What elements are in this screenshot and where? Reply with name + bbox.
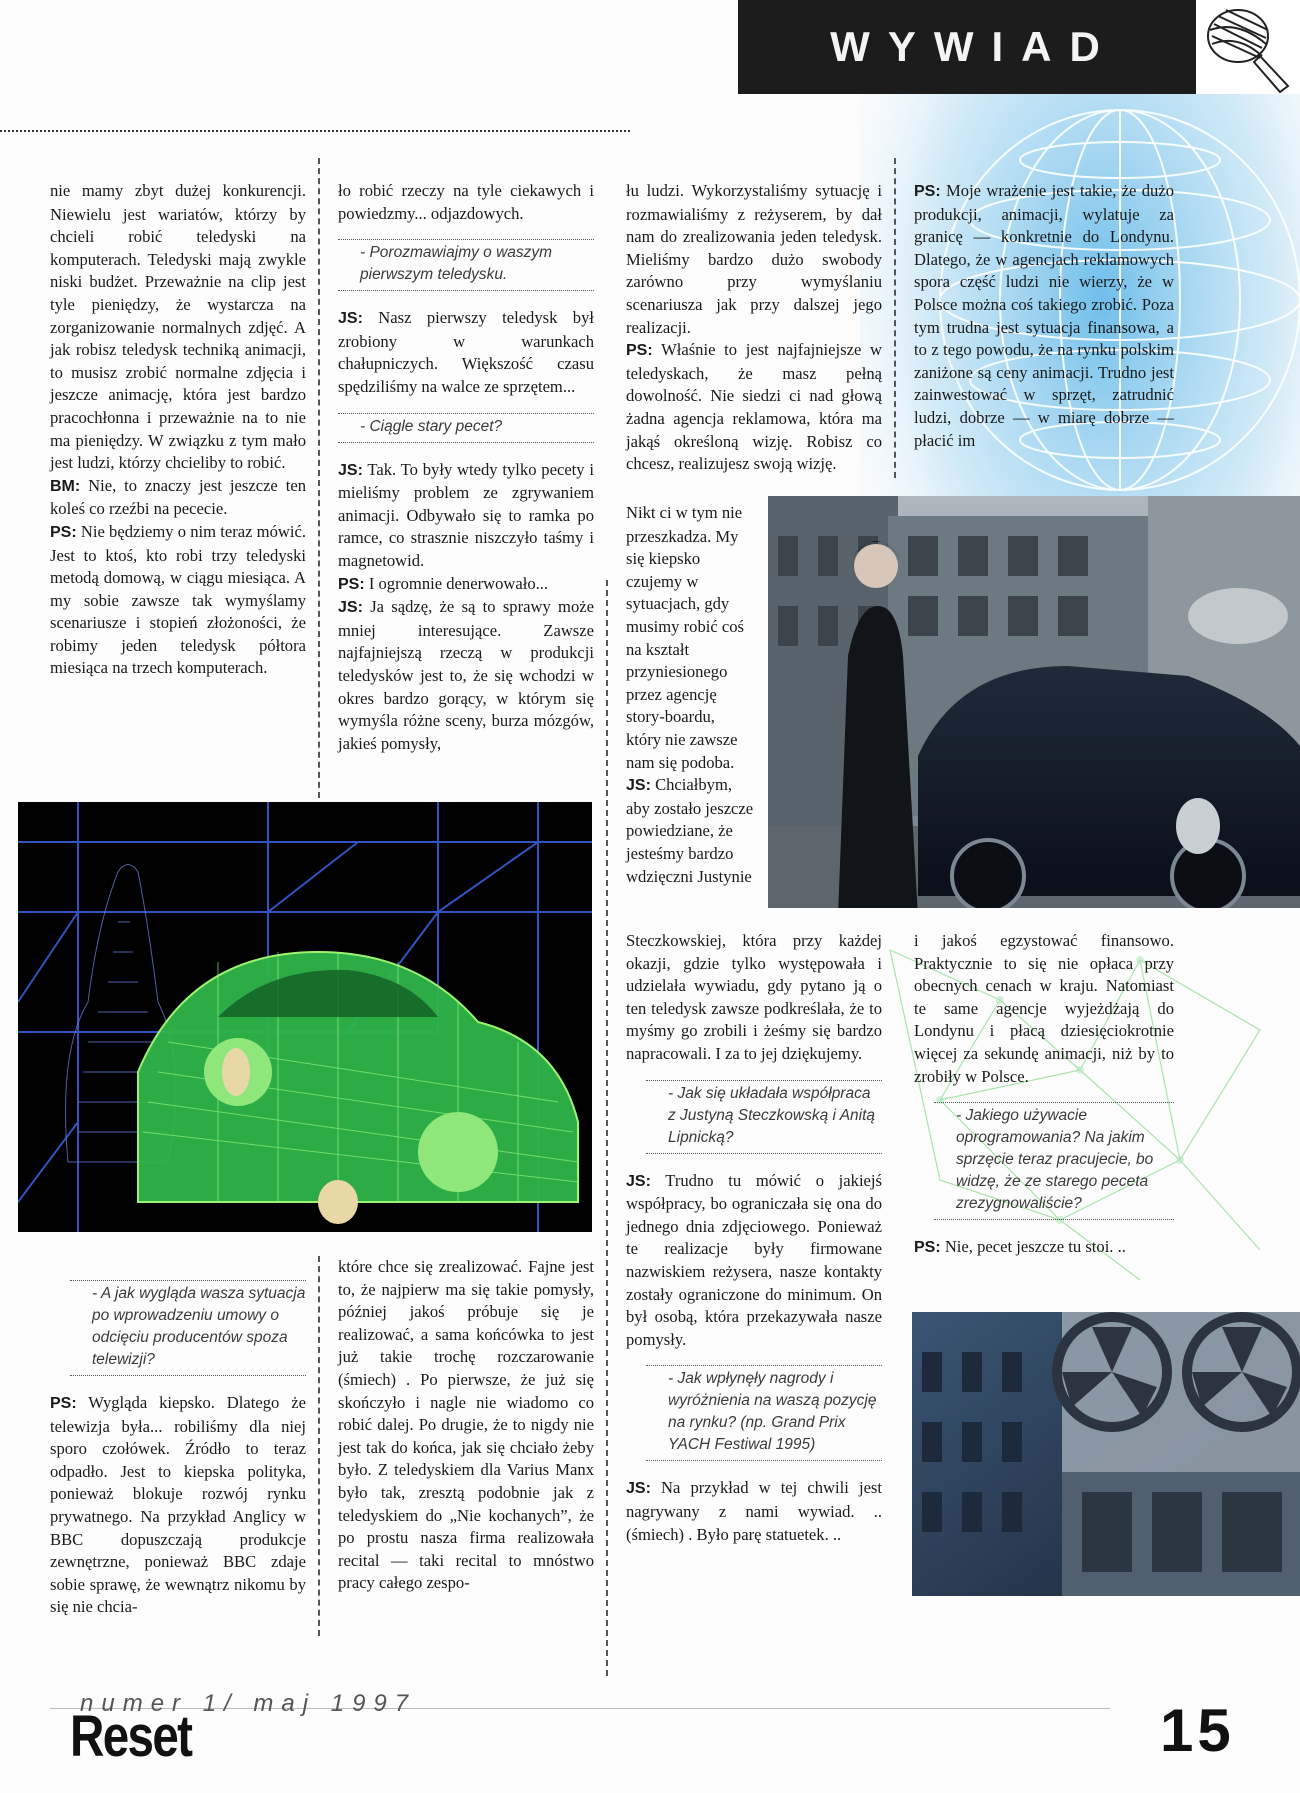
column-2-bottom: [338, 1256, 594, 1595]
column-divider: [318, 1256, 320, 1636]
page-number: 15: [1160, 1697, 1235, 1764]
interview-question: - Porozmawiajmy o waszym pierwszym teledysku.: [338, 239, 594, 291]
column-2-top: [338, 180, 594, 755]
column-divider: [894, 158, 896, 478]
issue-date: numer 1/ maj 1997: [80, 1690, 417, 1717]
paragraph: Nikt ci w tym nie przeszkadza. My się kiepsko czujemy w sytuacjach, gdy musimy robić coś na kształt przyniesionego przez agencję story-boardu, który nie zawsze nam się podoba.: [626, 503, 744, 772]
paragraph: które chce się zrealizować. Fajne jest to, że najpierw ma się takie pomysły, później jakoś próbuje się je realizować, a sama końcówka to jest już takie trochę rozczarowanie (śmiech) . Po pierwsze, że już się skończyło i nagle nie wiadomo co robić dalej. Po drugie, że to nigdy nie jest tak do końca, jak się chciało żeby było. Z teledyskiem dla Varius Manx było tak, zresztą podobnie jak z teledyskiem do „Nie kochanych”, że po prostu nasza firma realizowała recital — taki recital to mnóstwo pracy całego zespo-: [338, 1257, 594, 1593]
column-3-middle: [626, 930, 882, 1546]
paragraph: PS: Wygląda kiepsko. Dlatego że telewizja była... robiliśmy dla niej sporo czołówek. Źródło to teraz odpadło. Jest to kiepska polityka, ponieważ blokuje rozwój rynku prywatnego. Na przykład Anglicy w BBC dopuszczają produkcje zewnętrzne, ponieważ BBC zdaje sobie sprawę, że wewnątrz nikomu by się nie chcia-: [50, 1393, 306, 1617]
paragraph: JS: Trudno tu mówić o jakiejś współpracy, bo ograniczała się ona do jednego dnia zdjęciowego. Ponieważ te realizacje były firmowane nazwiskiem reżysera, nasze kontakty zostały ograniczone do minimum. On był osobą, która przekazywała nasze pomysły.: [626, 1170, 882, 1349]
paragraph: JS: Tak. To były wtedy tylko pecety i mieliśmy problem ze zgrywaniem animacji. Odbywało się to ramka po ramce, co strasznie niszczyło taśmy i magnetowid.: [338, 459, 594, 570]
interview-question: - Ciągle stary pecet?: [338, 413, 594, 443]
paragraph: Steczkowskiej, która przy każdej okazji, gdzie tylko występowała i udzielała wywiadu, gdy pytano ją o ten teledysk zawsze podkreślała, że to myśmy go zrobili i żeśmy się bardzo napracowali. I za to jej dziękujemy.: [626, 931, 882, 1063]
paragraph: JS: Na przykład w tej chwili jest nagrywany z nami wywiad. .. (śmiech) . Było parę statuetek. ..: [626, 1478, 883, 1544]
microphone-icon: [1196, 0, 1300, 94]
paragraph: BM: Nie, to znaczy jest jeszcze ten koleś co rzeźbi na pececie.: [50, 475, 306, 519]
paragraph: łu ludzi. Wykorzystaliśmy sytuację i rozmawialiśmy z reżyserem, by dał nam do zrealizowania jeden teledysk. Mieliśmy bardzo dużo swobody zarówno przy wymyślaniu scenariusza jak przy dalszej jego realizacji.: [626, 181, 882, 337]
photo-woman-vintage-car: [768, 496, 1300, 908]
column-3-wrap: [626, 502, 754, 888]
interview-question: - Jak się układała współpraca z Justyną Steczkowską i Anitą Lipnicką?: [646, 1080, 882, 1154]
column-1-bottom: [50, 1264, 306, 1619]
column-1-top: [50, 180, 306, 680]
section-title: WYWIAD: [738, 0, 1196, 94]
paragraph: PS: Właśnie to jest najfajniejsze w teledyskach, że masz pełną dowolność. Nie siedzi ci nad głową żadna agencja reklamowa, która ma jakąś określoną wizję. Robisz co chcesz, realizujesz swoją wizję.: [626, 340, 882, 474]
interview-question: - Jakiego używacie oprogramowania? Na jakim sprzęcie teraz pracujecie, bo widzę, że ze starego peceta zrezygnowaliście?: [934, 1102, 1174, 1220]
column-4-top: [914, 180, 1174, 452]
photo-building-fans: [912, 1312, 1300, 1596]
paragraph: JS: Ja sądzę, że są to sprawy może mniej interesujące. Zawsze najfajniejszą rzeczą w produkcji teledysków jest to, że się wchodzi w okres bardzo gorący, w którym się wymyśla różne sceny, burza mózgów, jakieś pomysły,: [338, 597, 594, 753]
magazine-logo: Reset: [70, 1704, 192, 1769]
column-3-top: [626, 180, 882, 476]
paragraph: i jakoś egzystować finansowo. Praktycznie to się nie opłaca przy obecnych cenach w kraju. Natomiast te same agencje wyjeżdżają do Londynu i płacą dziesięciokrotnie więcej za sekundę animacji, niż by to zrobiły w Polsce.: [914, 931, 1174, 1086]
interview-question: - A jak wygląda wasza sytuacja po wprowadzeniu umowy o odcięciu producentów spoza telewizji?: [70, 1280, 306, 1376]
paragraph: JS: Nasz pierwszy teledysk był zrobiony w warunkach chałupniczych. Większość czasu spędziliśmy na walce ze sprzętem...: [338, 308, 594, 396]
top-dotted-rule: [0, 130, 630, 132]
column-divider: [318, 158, 320, 798]
column-divider: [606, 580, 608, 1676]
paragraph: ło robić rzeczy na tyle ciekawych i powiedzmy... odjazdowych.: [338, 181, 594, 223]
paragraph: nie mamy zbyt dużej konkurencji. Niewielu jest wariatów, którzy by chcieli robić teledyski na komputerach. Teledyski mają zwykle niski budżet. Przeważnie na clip jest tyle pieniędzy, że wystarcza na zorganizowanie normalnych zdjęć. A jak robisz teledysk techniką animacji, to musisz zrobić normalne zdjęcia i jeszcze animację, która jest bardzo pracochłonna i przeważnie na to nie ma pieniędzy. W związku z tym mało jest ludzi, którzy chcieliby to robić.: [50, 181, 306, 473]
paragraph: PS: Nie będziemy o nim teraz mówić. Jest to ktoś, kto robi trzy teledyski metodą domową, w ciągu miesiąca. A my sobie zawsze tak wymyślamy scenariusze i stopień złożoności, że robimy jeden teledysk półtora miesiąca na trzech komputerach.: [50, 521, 306, 678]
paragraph: JS: Chciałbym, aby zostało jeszcze powiedziane, że jesteśmy bardzo wdzięczni Justynie: [626, 775, 754, 886]
column-4-middle: [914, 930, 1174, 1260]
interview-question: - Jak wpłynęły nagrody i wyróżnienia na waszą pozycję na rynku? (np. Grand Prix YACH Festiwal 1995): [646, 1365, 882, 1461]
wireframe-car-render: [18, 802, 592, 1232]
paragraph: PS: Moje wrażenie jest takie, że dużo produkcji, animacji, wylatuje za granicę — konkretnie do Londynu. Dlatego, że w agencjach reklamowych spora część ludzi nie wierzy, że w Polsce można coś takiego zrobić. Poza tym trudna jest sytuacja finansowa, a to z tego powodu, że na rynku polskim zaniżone są ceny animacji. Trudno jest zainwestować w sprzęt, zatrudnić ludzi, dobrze — w miarę dobrze — płacić im: [914, 181, 1174, 450]
paragraph: PS: I ogromnie denerwowało...: [338, 573, 549, 593]
paragraph: PS: Nie, pecet jeszcze tu stoi. ..: [914, 1237, 1126, 1257]
